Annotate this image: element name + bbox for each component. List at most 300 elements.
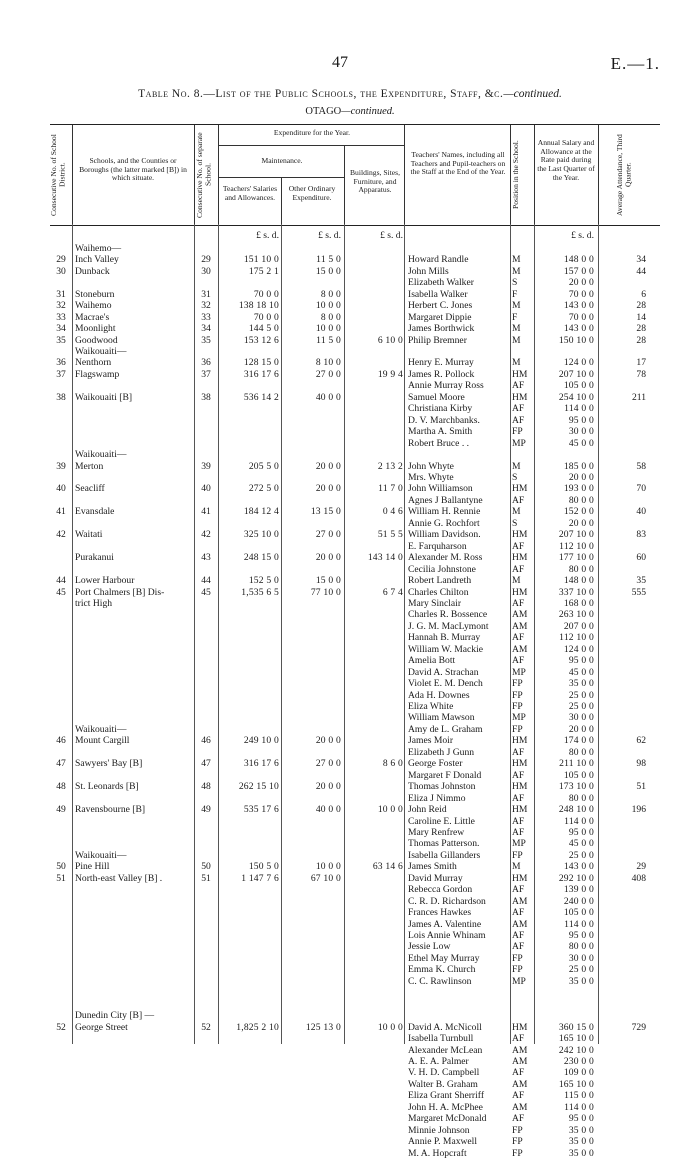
district-no: 52 — [56, 1022, 66, 1033]
salaries: 184 12 4 — [243, 506, 279, 517]
annual-salary: 95 0 0 — [568, 655, 594, 666]
position: M — [512, 323, 521, 334]
attendance: 17 — [636, 357, 646, 368]
annual-salary: 20 0 0 — [568, 724, 594, 735]
annual-salary: 207 10 0 — [558, 529, 594, 540]
attendance: 729 — [631, 1022, 646, 1033]
school-name: Sawyers' Bay [B] — [75, 758, 143, 769]
table-row — [0, 449, 700, 461]
annual-salary: 254 10 0 — [558, 392, 594, 403]
district-no: 44 — [56, 575, 66, 586]
position: AF — [512, 1113, 525, 1124]
position: AF — [512, 541, 525, 552]
table-row — [0, 300, 700, 312]
annual-salary: 105 0 0 — [563, 380, 594, 391]
school-name: Ravensbourne [B] — [75, 804, 146, 815]
table-row — [0, 403, 700, 415]
teacher-name: Mary Sinclair — [408, 598, 462, 609]
attendance: 196 — [631, 804, 646, 815]
school-no: 30 — [201, 266, 211, 277]
annual-salary: 177 10 0 — [558, 552, 594, 563]
school-no: 41 — [201, 506, 211, 517]
position: S — [512, 472, 518, 483]
document-reference: E.—1. — [610, 54, 660, 73]
annual-salary: 80 0 0 — [568, 941, 594, 952]
school-no: 42 — [201, 529, 211, 540]
other-expenditure: 15 0 0 — [315, 575, 341, 586]
teacher-name: C. R. D. Richardson — [408, 896, 486, 907]
position: AM — [512, 644, 528, 655]
annual-salary: 157 0 0 — [563, 266, 594, 277]
salaries: 316 17 6 — [243, 369, 279, 380]
school-no: 43 — [201, 552, 211, 563]
annual-salary: 80 0 0 — [568, 793, 594, 804]
other-expenditure: 10 0 0 — [315, 861, 341, 872]
other-expenditure: 15 0 0 — [315, 266, 341, 277]
annual-salary: 95 0 0 — [568, 930, 594, 941]
position: MP — [512, 438, 526, 449]
other-expenditure: 11 5 0 — [316, 335, 341, 346]
position: M — [512, 266, 521, 277]
title-suffix: —continued. — [503, 88, 562, 100]
table-row — [0, 838, 700, 850]
annual-salary: 173 10 0 — [558, 781, 594, 792]
position: AM — [512, 896, 528, 907]
position: HM — [512, 552, 528, 563]
school-no: 49 — [201, 804, 211, 815]
page-number: 47 — [332, 54, 348, 71]
school-no: 50 — [201, 861, 211, 872]
annual-salary: 35 0 0 — [568, 1136, 594, 1147]
annual-salary: 70 0 0 — [568, 312, 594, 323]
other-expenditure: 27 0 0 — [315, 758, 341, 769]
school-no: 51 — [201, 873, 211, 884]
position: M — [512, 861, 521, 872]
school-name: Pine Hill — [75, 861, 110, 872]
teacher-name: Ada H. Downes — [408, 690, 470, 701]
district-no: 33 — [56, 312, 66, 323]
unit-annual: £ s. d. — [571, 230, 594, 241]
attendance: 14 — [636, 312, 646, 323]
other-expenditure: 10 0 0 — [315, 300, 341, 311]
annual-salary: 360 15 0 — [558, 1022, 594, 1033]
position: HM — [512, 529, 528, 540]
teacher-name: Annie G. Rochfort — [408, 518, 480, 529]
school-name: George Street — [75, 1022, 128, 1033]
header-district-no: Consecutive No. of School District. — [49, 134, 67, 216]
teacher-name: Alexander McLean — [408, 1045, 483, 1056]
annual-salary: 80 0 0 — [568, 564, 594, 575]
annual-salary: 139 0 0 — [563, 884, 594, 895]
other-expenditure: 11 5 0 — [316, 254, 341, 265]
position: AF — [512, 827, 525, 838]
district-no: 31 — [56, 289, 66, 300]
other-expenditure: 20 0 0 — [315, 461, 341, 472]
table-row — [0, 1067, 700, 1079]
position: AF — [512, 793, 525, 804]
position: AF — [512, 770, 525, 781]
unit-salaries: £ s. d. — [256, 230, 279, 241]
annual-salary: 20 0 0 — [568, 518, 594, 529]
attendance: 211 — [631, 392, 646, 403]
teacher-name: Mrs. Whyte — [408, 472, 454, 483]
other-expenditure: 27 0 0 — [315, 369, 341, 380]
annual-salary: 80 0 0 — [568, 747, 594, 758]
other-expenditure: 20 0 0 — [315, 483, 341, 494]
position: S — [512, 518, 518, 529]
table-row — [0, 655, 700, 667]
table-row — [0, 861, 700, 873]
annual-salary: 230 0 0 — [563, 1056, 594, 1067]
teacher-name: Mary Renfrew — [408, 827, 465, 838]
header-other: Other Ordinary Expenditure. — [288, 184, 336, 202]
other-expenditure: 8 0 0 — [320, 289, 341, 300]
position: FP — [512, 1136, 523, 1147]
position: HM — [512, 804, 528, 815]
annual-salary: 35 0 0 — [568, 1125, 594, 1136]
annual-salary: 30 0 0 — [568, 426, 594, 437]
teacher-name: D. V. Marchbanks. — [408, 415, 480, 426]
school-no: 29 — [201, 254, 211, 265]
teacher-name: Robert Landreth — [408, 575, 472, 586]
teacher-name: William Davidson. — [408, 529, 481, 540]
school-name: Waikouaiti— — [75, 850, 127, 861]
teacher-name: Margaret McDonald — [408, 1113, 487, 1124]
teacher-name: James Moir — [408, 735, 454, 746]
teacher-name: Isabella Walker — [408, 289, 468, 300]
annual-salary: 168 0 0 — [563, 598, 594, 609]
annual-salary: 30 0 0 — [568, 712, 594, 723]
salaries: 1,535 6 5 — [241, 587, 279, 598]
table-row — [0, 277, 700, 289]
teacher-name: Christiana Kirby — [408, 403, 473, 414]
teacher-name: Isabella Gillanders — [408, 850, 481, 861]
other-expenditure: 10 0 0 — [315, 323, 341, 334]
buildings: 10 0 0 — [377, 1022, 403, 1033]
header-school-no: Consecutive No. of separate School. — [195, 132, 213, 218]
other-expenditure: 8 0 0 — [320, 312, 341, 323]
buildings: 19 9 4 — [377, 369, 403, 380]
position: FP — [512, 850, 523, 861]
teacher-name: Howard Randle — [408, 254, 469, 265]
subtitle-region: OTAGO — [305, 106, 342, 117]
school-no: 39 — [201, 461, 211, 472]
salaries: 70 0 0 — [253, 289, 279, 300]
teacher-name: Margaret F Donald — [408, 770, 482, 781]
position: FP — [512, 953, 523, 964]
salaries: 128 15 0 — [243, 357, 279, 368]
other-expenditure: 40 0 0 — [315, 804, 341, 815]
header-position: Position in the School. — [511, 140, 520, 210]
teacher-name: Cecilia Johnstone — [408, 564, 476, 575]
teacher-name: Thomas Patterson. — [408, 838, 480, 849]
teacher-name: James R. Pollock — [408, 369, 475, 380]
table-row — [0, 1010, 700, 1022]
school-name: Macrae's — [75, 312, 110, 323]
position: AF — [512, 415, 525, 426]
teacher-name: Ethel May Murray — [408, 953, 480, 964]
position: FP — [512, 1148, 523, 1159]
teacher-name: Caroline E. Little — [408, 816, 475, 827]
attendance: 6 — [641, 289, 646, 300]
school-name: Waikouaiti— — [75, 346, 127, 357]
buildings: 6 10 0 — [377, 335, 403, 346]
annual-salary: 124 0 0 — [563, 357, 594, 368]
table-row — [0, 506, 700, 518]
annual-salary: 35 0 0 — [568, 1148, 594, 1159]
annual-salary: 95 0 0 — [568, 1113, 594, 1124]
teacher-name: Eliza White — [408, 701, 454, 712]
school-name: Goodwood — [75, 335, 118, 346]
table-row — [0, 529, 700, 541]
district-no: 32 — [56, 300, 66, 311]
attendance: 60 — [636, 552, 646, 563]
position: AF — [512, 1090, 525, 1101]
teacher-name: Elizabeth Walker — [408, 277, 474, 288]
position: AF — [512, 884, 525, 895]
table-row — [0, 1033, 700, 1045]
annual-salary: 124 0 0 — [563, 644, 594, 655]
table-row — [0, 426, 700, 438]
header-schools: Schools, and the Counties or Boroughs (the latter marked [B]) in which situate. — [79, 156, 187, 183]
teacher-name: William H. Rennie — [408, 506, 481, 517]
teacher-name: V. H. D. Campbell — [408, 1067, 480, 1078]
position: AF — [512, 930, 525, 941]
school-name: Seacliff — [75, 483, 105, 494]
salaries: 150 5 0 — [248, 861, 279, 872]
school-no: 48 — [201, 781, 211, 792]
teacher-name: Thomas Johnston — [408, 781, 476, 792]
position: AF — [512, 1067, 525, 1078]
teacher-name: Eliza Grant Sherriff — [408, 1090, 485, 1101]
annual-salary: 240 0 0 — [563, 896, 594, 907]
teacher-name: C. C. Rawlinson — [408, 976, 472, 987]
teacher-name: Charles Chilton — [408, 587, 469, 598]
annual-salary: 148 0 0 — [563, 575, 594, 586]
school-name: Inch Valley — [75, 254, 119, 265]
attendance: 408 — [631, 873, 646, 884]
buildings: 10 0 0 — [377, 804, 403, 815]
teacher-name: Hannah B. Murray — [408, 632, 481, 643]
attendance: 78 — [636, 369, 646, 380]
district-no: 34 — [56, 323, 66, 334]
position: HM — [512, 781, 528, 792]
teacher-name: Amelia Bott — [408, 655, 456, 666]
table-row — [0, 380, 700, 392]
position: FP — [512, 678, 523, 689]
attendance: 28 — [636, 335, 646, 346]
salaries: 144 5 0 — [248, 323, 279, 334]
teacher-name: Alexander M. Ross — [408, 552, 483, 563]
teacher-name: David A. McNicoll — [408, 1022, 482, 1033]
annual-salary: 25 0 0 — [568, 850, 594, 861]
annual-salary: 207 0 0 — [563, 621, 594, 632]
teacher-name: Rebecca Gordon — [408, 884, 473, 895]
annual-salary: 35 0 0 — [568, 678, 594, 689]
teacher-name: James A. Valentine — [408, 919, 482, 930]
teacher-name: James Smith — [408, 861, 457, 872]
table-row — [0, 804, 700, 816]
header-buildings: Buildings, Sites, Furniture, and Apparatus. — [349, 168, 400, 195]
header-annual-salary: Annual Salary and Allowance at the Rate paid during the Last Quarter of the Year. — [537, 138, 595, 182]
teacher-name: John Williamson — [408, 483, 473, 494]
annual-salary: 45 0 0 — [568, 667, 594, 678]
header-expenditure: Expenditure for the Year. — [273, 128, 351, 137]
position: F — [512, 289, 518, 300]
table-row — [0, 609, 700, 621]
salaries: 151 10 0 — [243, 254, 279, 265]
annual-salary: 242 10 0 — [558, 1045, 594, 1056]
school-no: 37 — [201, 369, 211, 380]
teacher-name: William W. Mackie — [408, 644, 484, 655]
salaries: 1,825 2 10 — [236, 1022, 279, 1033]
annual-salary: 25 0 0 — [568, 964, 594, 975]
other-expenditure: 20 0 0 — [315, 735, 341, 746]
table-title — [0, 88, 700, 100]
position: MP — [512, 976, 526, 987]
table-row — [0, 632, 700, 644]
buildings: 0 4 6 — [382, 506, 403, 517]
annual-salary: 20 0 0 — [568, 277, 594, 288]
district-no: 41 — [56, 506, 66, 517]
teacher-name: Annie Murray Ross — [408, 380, 484, 391]
teacher-name: John H. A. McPhee — [408, 1102, 483, 1113]
table-row — [0, 1148, 700, 1160]
teacher-name: Annie P. Maxwell — [408, 1136, 478, 1147]
district-no: 49 — [56, 804, 66, 815]
salaries: 175 2 1 — [248, 266, 279, 277]
attendance: 34 — [636, 254, 646, 265]
school-no: 44 — [201, 575, 211, 586]
annual-salary: 80 0 0 — [568, 495, 594, 506]
teacher-name: Lois Annie Whinam — [408, 930, 486, 941]
annual-salary: 337 10 0 — [558, 587, 594, 598]
teacher-name: George Foster — [408, 758, 463, 769]
annual-salary: 105 0 0 — [563, 770, 594, 781]
annual-salary: 45 0 0 — [568, 438, 594, 449]
annual-salary: 25 0 0 — [568, 701, 594, 712]
school-name: North-east Valley [B] . — [75, 873, 163, 884]
school-name: Dunback — [75, 266, 110, 277]
annual-salary: 263 10 0 — [558, 609, 594, 620]
salaries: 535 17 6 — [243, 804, 279, 815]
school-name: Waitati — [75, 529, 103, 540]
position: FP — [512, 426, 523, 437]
header-attendance: Average Attendance, Third Quarter. — [615, 134, 633, 216]
annual-salary: 152 0 0 — [563, 506, 594, 517]
position: HM — [512, 392, 528, 403]
table-row — [0, 884, 700, 896]
school-no: 34 — [201, 323, 211, 334]
teacher-name: Violet E. M. Dench — [408, 678, 483, 689]
table-row — [0, 323, 700, 335]
annual-salary: 35 0 0 — [568, 976, 594, 987]
teacher-name: A. E. A. Palmer — [408, 1056, 469, 1067]
school-name: Moonlight — [75, 323, 116, 334]
table-row — [0, 941, 700, 953]
buildings: 6 7 4 — [382, 587, 403, 598]
position: AF — [512, 747, 525, 758]
annual-salary: 150 10 0 — [558, 335, 594, 346]
district-no: 30 — [56, 266, 66, 277]
teacher-name: William Mawson — [408, 712, 475, 723]
salaries: 262 15 10 — [238, 781, 279, 792]
school-no: 45 — [201, 587, 211, 598]
teacher-name: James Borthwick — [408, 323, 475, 334]
annual-salary: 143 0 0 — [563, 300, 594, 311]
position: S — [512, 277, 518, 288]
position: M — [512, 461, 521, 472]
annual-salary: 165 10 0 — [558, 1079, 594, 1090]
school-name: Waihemo— — [75, 243, 122, 254]
table-row — [0, 1136, 700, 1148]
school-name: Lower Harbour — [75, 575, 135, 586]
position: FP — [512, 724, 523, 735]
position: AM — [512, 1102, 528, 1113]
district-no: 29 — [56, 254, 66, 265]
annual-salary: 174 0 0 — [563, 735, 594, 746]
attendance: 62 — [636, 735, 646, 746]
table-row — [0, 735, 700, 747]
school-name: trict High — [75, 598, 113, 609]
table-row — [0, 678, 700, 690]
position: HM — [512, 483, 528, 494]
teacher-name: Eliza J Nimmo — [408, 793, 466, 804]
attendance: 28 — [636, 323, 646, 334]
school-no: 33 — [201, 312, 211, 323]
position: F — [512, 312, 518, 323]
teacher-name: Jessie Low — [408, 941, 451, 952]
annual-salary: 292 10 0 — [558, 873, 594, 884]
position: AF — [512, 816, 525, 827]
district-no: 50 — [56, 861, 66, 872]
salaries: 153 12 6 — [243, 335, 279, 346]
school-name: Mount Cargill — [75, 735, 130, 746]
annual-salary: 165 10 0 — [558, 1033, 594, 1044]
teacher-name: David Murray — [408, 873, 463, 884]
school-name: Nenthorn — [75, 357, 112, 368]
salaries: 1 147 7 6 — [241, 873, 279, 884]
annual-salary: 20 0 0 — [568, 472, 594, 483]
position: AF — [512, 598, 525, 609]
position: FP — [512, 1125, 523, 1136]
attendance: 40 — [636, 506, 646, 517]
annual-salary: 114 0 0 — [564, 919, 594, 930]
school-no: 52 — [201, 1022, 211, 1033]
school-no: 35 — [201, 335, 211, 346]
district-no: 36 — [56, 357, 66, 368]
district-no: 39 — [56, 461, 66, 472]
position: AM — [512, 1056, 528, 1067]
school-no: 31 — [201, 289, 211, 300]
school-name: Flagswamp — [75, 369, 120, 380]
position: FP — [512, 690, 523, 701]
district-no: 46 — [56, 735, 66, 746]
position: AF — [512, 655, 525, 666]
title-main: List of the Public Schools, the Expenditure, Staff, &c. — [215, 88, 504, 100]
annual-salary: 109 0 0 — [563, 1067, 594, 1078]
annual-salary: 193 0 0 — [563, 483, 594, 494]
unit-other: £ s. d. — [318, 230, 341, 241]
table-row — [0, 575, 700, 587]
position: HM — [512, 758, 528, 769]
buildings: 8 6 0 — [382, 758, 403, 769]
teacher-name: John Mills — [408, 266, 449, 277]
other-expenditure: 20 0 0 — [315, 781, 341, 792]
buildings: 11 7 0 — [378, 483, 403, 494]
buildings: 63 14 6 — [372, 861, 403, 872]
position: AF — [512, 495, 525, 506]
